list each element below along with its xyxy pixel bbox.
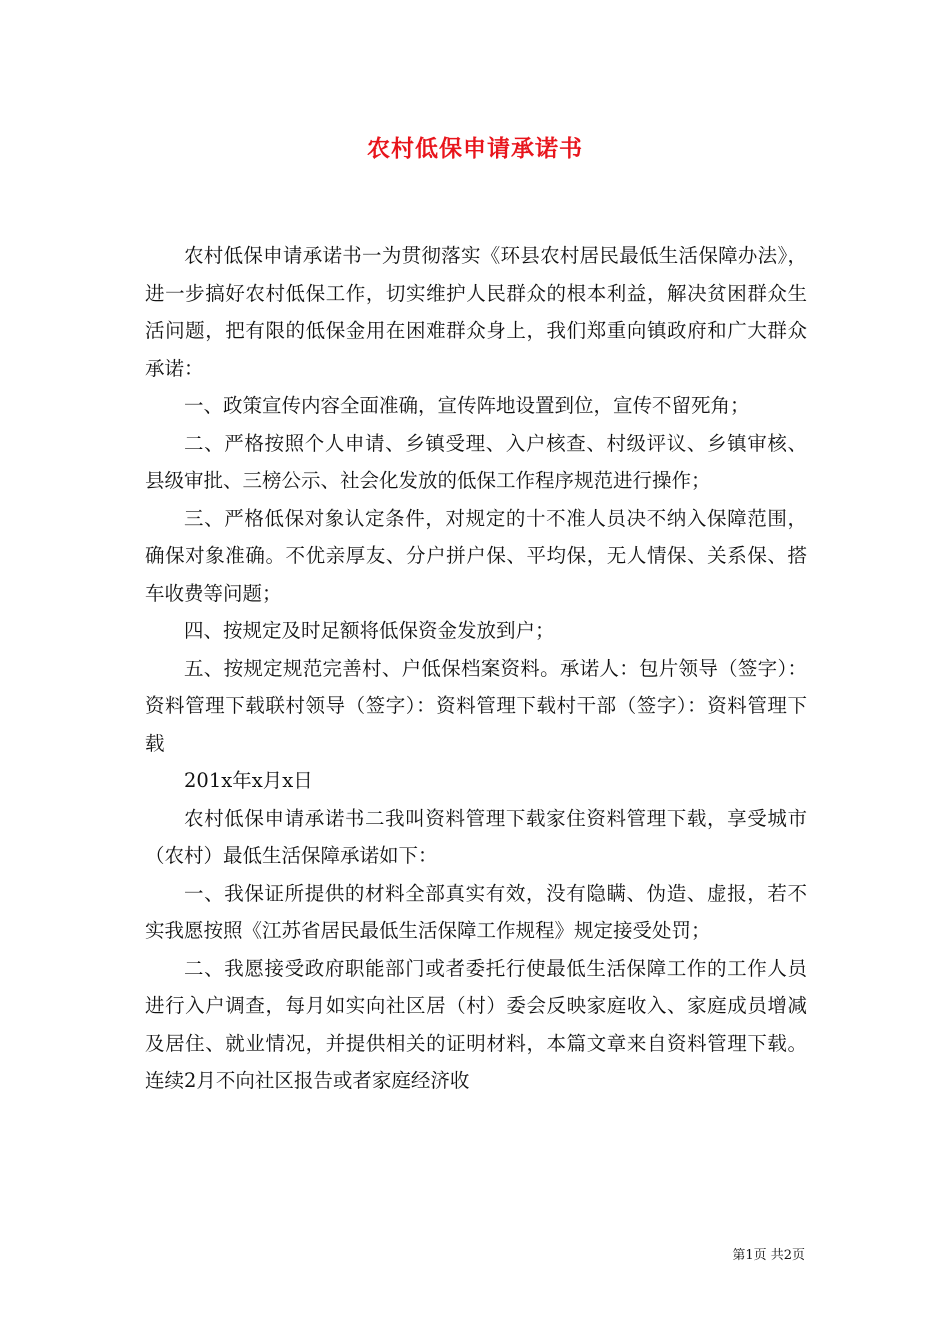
paragraph-item-2: 二、严格按照个人申请、乡镇受理、入户核查、村级评议、乡镇审核、县级审批、三榜公示、社会化发放的低保工作程序规范进行操作； <box>145 431 807 492</box>
paragraph-item-5: 五、按规定规范完善村、户低保档案资料。承诺人：包片领导（签字）：资料管理下载联村领导（签字）：资料管理下载村干部（签字）：资料管理下载 <box>145 656 807 755</box>
paragraph-second-intro: 农村低保申请承诺书二我叫资料管理下载家住资料管理下载，享受城市（农村）最低生活保障承诺如下： <box>145 806 807 867</box>
paragraph-second-item-2: 二、我愿接受政府职能部门或者委托行使最低生活保障工作的工作人员进行入户调查，每月如实向社区居（村）委会反映家庭收入、家庭成员增减及居住、就业情况，并提供相关的证明材料，本篇文章来自资料管理下载。连续2月不向社区报告或者家庭经济收 <box>145 956 807 1092</box>
paragraph-second-item-1: 一、我保证所提供的材料全部真实有效，没有隐瞒、伪造、虚报，若不实我愿按照《江苏省居民最低生活保障工作规程》规定接受处罚； <box>145 881 807 942</box>
document-title: 农村低保申请承诺书 <box>367 135 583 162</box>
paragraph-item-1: 一、政策宣传内容全面准确，宣传阵地设置到位，宣传不留死角； <box>184 394 750 417</box>
paragraph-item-4: 四、按规定及时足额将低保资金发放到户； <box>184 619 555 642</box>
paragraph-date: 201x年x月x日 <box>184 769 313 792</box>
paragraph-item-3: 三、严格低保对象认定条件，对规定的十不准人员决不纳入保障范围，确保对象准确。不优亲厚友、分户拼户保、平均保，无人情保、关系保、搭车收费等问题； <box>145 506 807 605</box>
document-body <box>145 237 807 1100</box>
page-number: 第1页 共2页 <box>732 1248 805 1263</box>
paragraph-intro: 农村低保申请承诺书一为贯彻落实《环县农村居民最低生活保障办法》，进一步搞好农村低保工作，切实维护人民群众的根本利益，解决贫困群众生活问题，把有限的低保金用在困难群众身上，我们郑重向镇政府和广大群众承诺： <box>145 244 807 380</box>
